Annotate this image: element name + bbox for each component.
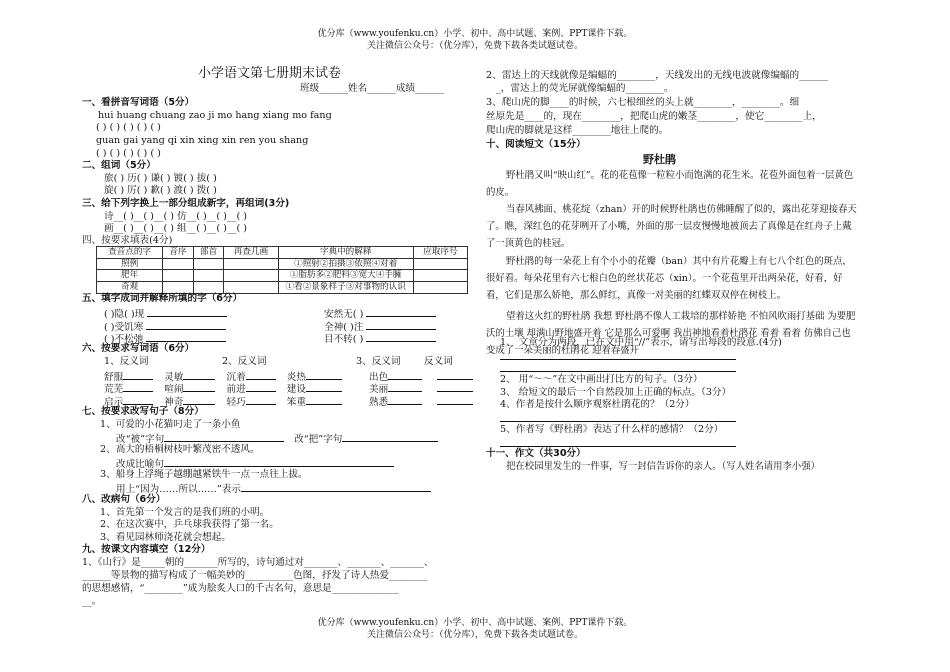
answer-blank[interactable] [246,394,276,405]
s7-label: 用上“因为……所以……”表示 [116,484,241,495]
s5-word: ( )隐( )现 [104,309,145,320]
s9-r2: _，雷达上的荧光屏就像编蝠的________。 [496,83,674,94]
passage-paragraph-1: 野杜鹃又叫“映山红”。花的花苞像一粒粒小而饱满的花生米。花苞外面包着一层黄色的皮。 [486,170,854,199]
answer-blank[interactable] [366,306,436,317]
s9-r5: 爬山虎的脚就是这样________地往上爬的。 [486,125,669,136]
table-cell[interactable] [224,258,278,270]
s8-line2: 2、在这次赛中，乒乓球我获得了第一名。 [100,519,279,530]
answer-blank[interactable] [437,369,473,380]
s6-word: 轻巧 [226,397,246,408]
table-cell[interactable] [193,258,224,270]
table-cell: 肥年 [97,270,163,282]
s6-word: 喧闹 [164,384,184,395]
s6-word: 前进 [226,384,246,395]
s9-line4: __。 [82,596,102,607]
table-row [97,258,468,270]
footer-line1: 优分库（www.youfenku.cn）小学、初中、高中试题、案例、PPT课件下载。 [317,618,633,628]
s6-word: 出色 [369,372,389,383]
s3-row2: 画__( )__( )__( ) 组__( )__( )__( ) [104,223,248,234]
s7-label: 改“被”字句 [116,434,165,445]
s1-pinyin-row1: hui huang chuang zao ji mo hang xiang mo fang [98,110,332,121]
table-cell[interactable] [413,258,467,270]
question-2: 2、 用“～～”在文中画出打比方的句子。（3分） [500,374,703,385]
section-2-title: 二、组词（5分） [82,160,156,171]
s5-word: 目不转( ) [324,334,364,345]
page-footer [0,617,950,641]
table-cell[interactable] [163,270,194,282]
s6-word: 荒芜 [104,384,124,395]
table-header-cell: 查音点的字 [97,247,163,259]
section-11-title: 十一、作文（共30分） [486,448,586,459]
s5-word: ( )不松弛 [104,334,144,345]
s9-line1: 1、《山行》是_____朝的_______所写的，诗句通过对_______、_______、_______、 [82,557,434,568]
header-line2: 关注微信公众号：（优分库），免费下载各类试题试卷。 [366,41,583,51]
s4-table [96,246,468,294]
s3-row1: 诗__( )__( )__( ) 仿__( )__( )__( ) [104,211,248,222]
table-cell: 奇观 [97,282,163,294]
table-header-row [97,247,468,259]
header-line1: 优分库（www.youfenku.cn）小学、初中、高中试题、案例、PPT课件下载。 [317,29,633,39]
s6-word: 神奇 [164,397,184,408]
answer-blank[interactable] [164,456,394,467]
answer-blank[interactable] [123,394,153,405]
exam-title: 小学语文第七册期末试卷 [198,66,342,81]
answer-blank[interactable] [366,319,436,330]
answer-blank[interactable] [366,331,436,342]
s9-line2: ______等景物的描写构成了一幅美妙的__________色图，抒发了诗人热爱________ [82,570,428,581]
answer-blank[interactable] [388,369,422,380]
answer-blank[interactable] [437,381,473,392]
s5-word: 安然无( ) [324,309,364,320]
s5-word: 全神( )注 [324,322,364,333]
answer-blank[interactable] [388,381,422,392]
s1-pinyin-row2: guan gai yang qi xin xing xin ren you shang [96,135,309,146]
table-cell[interactable] [413,270,467,282]
table-row [97,282,468,294]
section-6-title: 六、按要求写词语（6分） [82,343,195,354]
page-header [0,28,950,52]
table-header-cell: 应取序号 [413,247,467,259]
s9-r4: 丝原先是____的，现在________，把爬山虎的嫩茎________，使它________上， [486,111,822,122]
question-1: 1、 文章分为两段，已在文中用“//”表示，请写出每段的段意.(4分) [500,337,782,348]
table-header-cell: 字典中的解释 [278,247,413,259]
passage-title: 野杜鹃 [643,153,676,166]
answer-blank[interactable] [183,394,215,405]
s6-head: 反义词 [424,356,453,367]
s6-word: 炎热 [286,372,306,383]
s9-r3: 3、爬山虎的脚____的时候，六七根细丝的头上就________，________。细 [486,97,800,108]
table-cell[interactable] [413,282,467,294]
s8-line3: 3、看见园林师浇花就会想起。 [100,532,231,543]
answer-blank[interactable] [147,306,227,317]
section-3-title: 三、给下列字换上一部分组成新字，再组词(3分) [82,198,290,209]
section-5-title: 五、填字成词并解释所填的字（6分） [82,293,243,304]
s5-word: ( )受饥寒 [104,322,144,333]
s6-word: 笨重 [286,397,306,408]
answer-blank[interactable] [183,369,215,380]
question-4: 4、作者是按什么顺序观察杜鹃花的？（2分） [500,399,695,410]
answer-blank[interactable] [342,431,438,442]
passage-paragraph-4: 望着这火红的野杜鹃 我想 野杜鹃不像人工栽培的那样娇艳 不怕风吹雨打基础 为要肥沃的土壤 却满山野地盛开着 它是那么可爱啊 我出神地看着杜鹃花 看着 看着 仿佛自己也变成了一朵美丽的杜鹃花 迎着春盛开 [486,311,856,357]
answer-blank[interactable] [246,369,276,380]
section-7-title: 七、按要求改写句子（8分） [82,406,204,417]
table-cell: ①照射②拍摄③依照④对着 [278,258,413,270]
section-1-title: 一、看拼音写词语（5分） [82,97,195,108]
composition-prompt: 把在校园里发生的一件事，写一封信告诉你的亲人。（写人姓名请用李小强） [506,461,821,472]
table-header-cell: 部首 [193,247,224,259]
section-9-title: 九、按课文内容填空（12分） [82,544,211,555]
s1-answer-row1: ( ) ( ) ( ) ( ) ( ) [96,122,161,133]
answer-blank[interactable] [146,319,226,330]
s6-word: 熟悉 [369,397,389,408]
s7-line3: 2、高大的梧桐树枝叶繁茂密不透风。 [100,444,260,455]
section-10-title: 十、阅读短文（15分） [486,139,586,150]
s6-word: 美丽 [369,384,389,395]
table-cell[interactable] [224,282,278,294]
table-header-cell: 音序 [163,247,194,259]
answer-blank[interactable] [306,394,342,405]
table-cell[interactable] [224,270,278,282]
s7-line5: 3、船身上浮绳子越绷越紧铁牛一点一点往上拔。 [100,469,308,480]
table-cell[interactable] [163,258,194,270]
s6-word: 启示 [104,397,124,408]
s8-line1: 1、首先第一个发言的是我们班的小明。 [100,507,270,518]
answer-blank[interactable] [164,431,284,442]
s6-word: 舒服 [104,372,124,383]
section-8-title: 八、改病句（6分） [82,494,166,505]
question-5: 5、作者写《野杜鹃》表达了什么样的感情？（2分） [500,424,724,435]
answer-blank[interactable] [246,381,276,392]
table-cell: ①看②景象样子③对事物的认识 [278,282,413,294]
table-header-cell: 再查几画 [224,247,278,259]
table-cell[interactable] [193,270,224,282]
s7-label: 改“把”字句 [294,434,343,445]
s5-item [324,331,436,346]
s2-row1: 旅( ) 历( ) 谦( ) 镀( ) 拔( ) [104,173,217,184]
answer-blank[interactable] [241,481,431,492]
s6-head: 2、反义词 [222,356,267,367]
answer-blank[interactable] [146,331,226,342]
s9-r1: 2、雷达上的天线就像是编蝠的________，天线发出的无线电波就像编蝠的______ [486,70,828,81]
table-cell[interactable] [193,282,224,294]
answer-blank[interactable] [437,394,473,405]
s6-head: 1、反义词 [104,356,149,367]
s1-answer-row2: ( ) ( ) ( ) ( ) ( ) [96,148,161,159]
s9-line3: 的思想感情，“________”成为脍炙人口的千古名句，意思是______________ [82,583,399,594]
footer-line2: 关注微信公众号：（优分库），免费下载各类试题试卷。 [366,630,583,640]
s7-label: 改成比喻句 [116,459,164,470]
answer-blank[interactable] [306,381,342,392]
question-3: 3、 给短文的最后一个自然段加上正确的标点。（3分） [500,387,732,398]
passage-paragraph-2: 当春风拂面、桃花绽（zhan）开的时候野杜鹃也仿佛睡醒了似的，露出花芽迎接春天了。瞧，深红色的花芽咧开了小嘴，外面的那一层皮慢慢地被顶去了真像是在红舟子上戴了一顶黄色的桂冠。 [486,204,857,250]
answer-blank[interactable] [388,394,422,405]
answer-blank[interactable] [123,369,153,380]
s6-head: 3、反义词 [356,356,401,367]
table-cell: 照例 [97,258,163,270]
answer-blank[interactable] [306,369,342,380]
s6-word: 建设 [286,384,306,395]
s6-word: 沉着 [226,372,246,383]
s2-row2: 旋( ) 厉( ) 歉( ) 渡( ) 拨( ) [104,185,217,196]
exam-info: 班级______姓名______成绩______ [300,83,444,94]
s6-word: 灵敏 [164,372,184,383]
section-4-title: 四、按要求填表(4分) [82,235,173,246]
answer-blank[interactable] [123,381,153,392]
s7-line1: 1、可爱的小花猫叼走了一条小鱼 [100,419,241,430]
table-cell[interactable] [163,282,194,294]
passage-paragraph-3: 野杜鹃的每一朵花上有个小小的花瓣（ban）其中有片花瓣上有七八个红色的斑点，很好看。每朵花里有六七根白色的丝状花芯（xin）。一个花苞里开出两朵花，好看，好看，它们是那么娇艳，那么鲜红，真像一对美丽的红蝶双双停在树枝上。 [486,256,852,302]
table-row [97,270,468,282]
table-cell: ①脂肪多②肥料③宽大④手臃 [278,270,413,282]
answer-blank[interactable] [183,381,215,392]
